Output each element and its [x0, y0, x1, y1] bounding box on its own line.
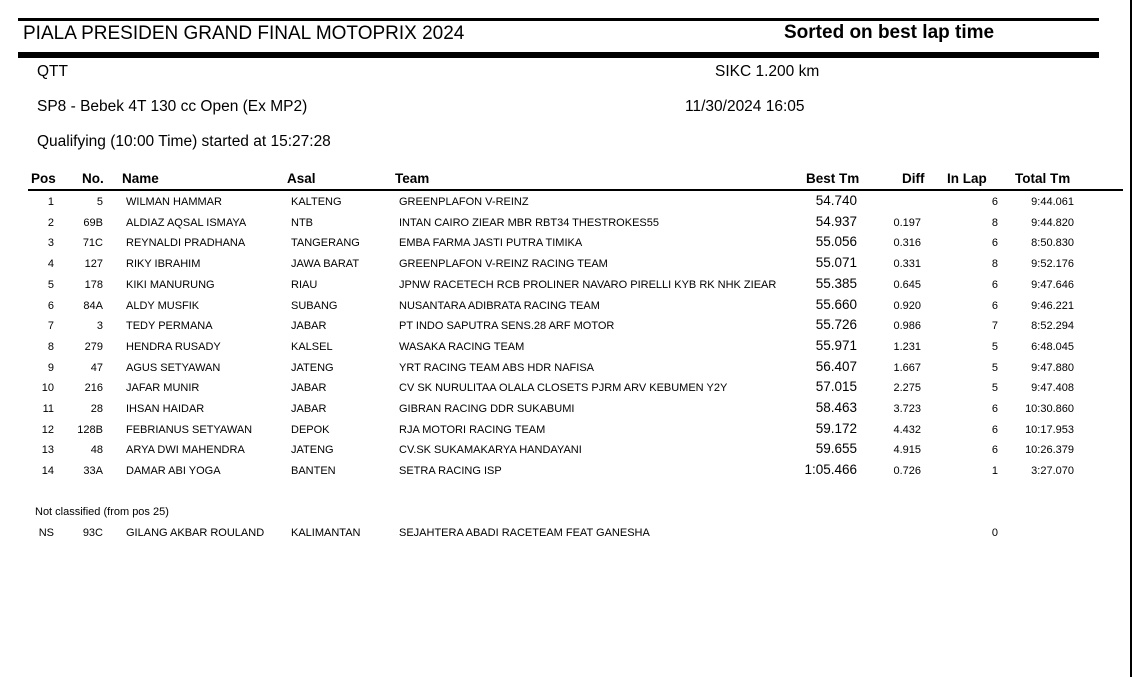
cell-pos: 11: [42, 403, 54, 415]
cell-team: JPNW RACETECH RCB PROLINER NAVARO PIRELLI KYB RK NHK ZIEAR: [399, 278, 777, 291]
cell-name: GILANG AKBAR ROULAND: [126, 527, 265, 539]
cell-team: CV.SK SUKAMAKARYA HANDAYANI: [399, 444, 582, 457]
cell-pos: NS: [38, 527, 54, 539]
cell-in-lap: 6: [991, 278, 998, 291]
cell-pos: 13: [41, 444, 54, 457]
col-header-pos: Pos: [31, 171, 56, 186]
cell-no: 69B: [83, 216, 103, 229]
table-row: [0, 234, 1134, 254]
cell-total: 6:48.045: [1031, 340, 1074, 353]
session-info: Qualifying (10:00 Time) started at 15:27:28: [37, 133, 331, 150]
report-datetime: 11/30/2024 16:05: [685, 98, 805, 115]
cell-total: 8:50.830: [1031, 237, 1074, 250]
col-header-best: Best Tm: [806, 171, 860, 186]
table-row: [0, 379, 1134, 399]
cell-team: GREENPLAFON V-REINZ: [399, 196, 529, 208]
cell-in-lap: 7: [991, 320, 998, 333]
cell-total: 9:44.061: [1031, 196, 1074, 208]
cell-name: TEDY PERMANA: [126, 320, 213, 333]
cell-best: 55.726: [815, 317, 857, 333]
cell-no: 216: [84, 382, 103, 395]
table-row: [0, 524, 1134, 544]
cell-in-lap: 8: [991, 216, 998, 229]
table-row: [0, 462, 1134, 482]
cell-asal: DEPOK: [291, 423, 330, 436]
cell-name: HENDRA RUSADY: [126, 340, 221, 353]
class-name: SP8 - Bebek 4T 130 cc Open (Ex MP2): [37, 98, 308, 115]
cell-no: 47: [90, 361, 103, 374]
cell-no: 28: [90, 403, 103, 415]
cell-total: 8:52.294: [1031, 320, 1074, 333]
table-row: [0, 297, 1134, 317]
cell-diff: 3.723: [893, 403, 921, 415]
cell-no: 84A: [83, 299, 103, 312]
cell-asal: JAWA BARAT: [291, 258, 360, 271]
cell-diff: 1.667: [893, 361, 921, 374]
cell-pos: 7: [47, 320, 54, 333]
cell-asal: JATENG: [291, 444, 334, 457]
cell-team: RJA MOTORI RACING TEAM: [399, 423, 546, 436]
cell-asal: JABAR: [291, 320, 327, 333]
cell-team: EMBA FARMA JASTI PUTRA TIMIKA: [399, 237, 583, 250]
cell-pos: 10: [41, 382, 54, 395]
cell-in-lap: 6: [991, 403, 998, 415]
cell-name: ARYA DWI MAHENDRA: [126, 444, 245, 457]
cell-total: 9:47.408: [1031, 382, 1074, 395]
cell-asal: KALIMANTAN: [291, 527, 361, 539]
cell-asal: JATENG: [291, 361, 334, 374]
table-row: [0, 193, 1134, 213]
cell-best: 55.071: [815, 255, 857, 271]
col-header-inlap: In Lap: [947, 171, 987, 186]
cell-best: 55.660: [815, 296, 857, 312]
cell-team: SEJAHTERA ABADI RACETEAM FEAT GANESHA: [399, 527, 650, 539]
table-row: [0, 441, 1134, 461]
cell-diff: 0.316: [893, 237, 921, 250]
cell-best: 55.971: [815, 337, 857, 353]
cell-total: 9:47.646: [1031, 278, 1074, 291]
cell-diff: 0.920: [893, 299, 921, 312]
cell-asal: SUBANG: [291, 299, 338, 312]
sort-label: Sorted on best lap time: [784, 22, 995, 43]
cell-best: 54.740: [815, 193, 857, 208]
cell-asal: JABAR: [291, 382, 327, 395]
cell-in-lap: 6: [991, 299, 998, 312]
cell-pos: 6: [47, 299, 54, 312]
cell-no: 33A: [83, 465, 103, 478]
cell-in-lap: 5: [991, 340, 998, 353]
col-header-no: No.: [82, 171, 104, 186]
cell-total: 10:30.860: [1025, 403, 1074, 415]
top-rule: [18, 18, 1099, 21]
cell-no: 127: [84, 258, 103, 271]
cell-name: WILMAN HAMMAR: [126, 196, 222, 208]
cell-total: 10:17.953: [1025, 423, 1074, 436]
cell-team: CV SK NURULITAA OLALA CLOSETS PJRM ARV KEBUMEN Y2Y: [399, 382, 728, 395]
cell-name: KIKI MANURUNG: [126, 278, 215, 291]
cell-name: RIKY IBRAHIM: [126, 258, 201, 271]
cell-name: ALDIAZ AQSAL ISMAYA: [126, 216, 247, 229]
cell-diff: 0.197: [893, 216, 921, 229]
circuit-label: SIKC 1.200 km: [715, 63, 820, 80]
cell-pos: 1: [47, 196, 54, 208]
col-header-name: Name: [122, 171, 159, 186]
cell-no: 5: [96, 196, 103, 208]
cell-best: 1:05.466: [804, 462, 857, 478]
cell-total: 9:52.176: [1031, 258, 1074, 271]
cell-no: 178: [84, 278, 103, 291]
cell-name: AGUS SETYAWAN: [126, 361, 221, 374]
cell-diff: 0.645: [893, 278, 921, 291]
cell-best: 58.463: [815, 400, 857, 415]
cell-pos: 5: [47, 278, 54, 291]
cell-asal: BANTEN: [291, 465, 336, 478]
cell-diff: 4.915: [893, 444, 921, 457]
cell-pos: 4: [47, 258, 54, 271]
table-row: [0, 276, 1134, 296]
cell-name: REYNALDI PRADHANA: [126, 237, 246, 250]
col-header-diff: Diff: [902, 171, 925, 186]
cell-best: 54.937: [815, 213, 857, 229]
cell-asal: TANGERANG: [291, 237, 360, 250]
cell-pos: 14: [41, 465, 54, 478]
header-rule: [18, 52, 1099, 58]
cell-no: 93C: [82, 527, 103, 539]
cell-name: DAMAR ABI YOGA: [126, 465, 221, 478]
event-title: PIALA PRESIDEN GRAND FINAL MOTOPRIX 2024: [23, 23, 465, 44]
cell-in-lap: 5: [991, 382, 998, 395]
cell-best: 55.056: [815, 234, 857, 250]
cell-best: 57.015: [815, 379, 857, 395]
cell-total: 10:26.379: [1025, 444, 1074, 457]
table-row: [0, 214, 1134, 234]
cell-total: 3:27.070: [1031, 465, 1074, 478]
cell-name: FEBRIANUS SETYAWAN: [126, 423, 253, 436]
cell-pos: 12: [41, 423, 54, 436]
cell-diff: 2.275: [893, 382, 921, 395]
cell-asal: NTB: [291, 216, 313, 229]
cell-best: 55.385: [815, 275, 857, 291]
cell-in-lap: 6: [991, 237, 998, 250]
col-header-team: Team: [395, 171, 430, 186]
cell-asal: KALSEL: [291, 340, 333, 353]
cell-best: 59.655: [815, 441, 857, 457]
cell-asal: RIAU: [291, 278, 318, 291]
cell-team: YRT RACING TEAM ABS HDR NAFISA: [399, 361, 594, 374]
table-row: [0, 338, 1134, 358]
table-header-rule: [28, 189, 1123, 191]
cell-diff: 4.432: [893, 423, 921, 436]
cell-asal: JABAR: [291, 403, 327, 415]
cell-in-lap: 6: [991, 196, 998, 208]
cell-name: IHSAN HAIDAR: [126, 403, 205, 415]
table-row: [0, 255, 1134, 275]
cell-total: 9:47.880: [1031, 361, 1074, 374]
cell-pos: 2: [47, 216, 54, 229]
cell-team: PT INDO SAPUTRA SENS.28 ARF MOTOR: [399, 320, 615, 333]
table-row: [0, 421, 1134, 441]
cell-in-lap: 5: [991, 361, 998, 374]
cell-diff: 1.231: [893, 340, 921, 353]
cell-total: 9:46.221: [1031, 299, 1074, 312]
cell-no: 71C: [82, 237, 103, 250]
cell-best: 59.172: [815, 420, 857, 436]
table-row: [0, 359, 1134, 379]
cell-in-lap: 0: [991, 527, 998, 539]
cell-total: 9:44.820: [1031, 216, 1074, 229]
cell-team: INTAN CAIRO ZIEAR MBR RBT34 THESTROKES55: [399, 216, 659, 229]
cell-no: 128B: [77, 423, 103, 436]
cell-diff: 0.986: [893, 320, 921, 333]
cell-team: NUSANTARA ADIBRATA RACING TEAM: [399, 299, 600, 312]
cell-pos: 8: [47, 340, 54, 353]
cell-best: 56.407: [815, 358, 857, 374]
cell-no: 48: [90, 444, 103, 457]
col-header-asal: Asal: [287, 171, 316, 186]
cell-team: WASAKA RACING TEAM: [399, 340, 525, 353]
cell-diff: 0.726: [893, 465, 921, 478]
cell-no: 279: [84, 340, 103, 353]
not-classified-label: Not classified (from pos 25): [35, 506, 169, 518]
cell-in-lap: 6: [991, 423, 998, 436]
cell-team: GIBRAN RACING DDR SUKABUMI: [399, 403, 575, 415]
cell-in-lap: 6: [991, 444, 998, 457]
cell-asal: KALTENG: [291, 196, 342, 208]
cell-in-lap: 1: [991, 465, 998, 478]
cell-diff: 0.331: [893, 258, 921, 271]
cell-team: SETRA RACING ISP: [399, 465, 502, 478]
session-code: QTT: [37, 63, 68, 80]
col-header-total: Total Tm: [1015, 171, 1071, 186]
cell-name: JAFAR MUNIR: [126, 382, 200, 395]
cell-team: GREENPLAFON V-REINZ RACING TEAM: [399, 258, 608, 271]
cell-in-lap: 8: [991, 258, 998, 271]
table-row: [0, 400, 1134, 420]
cell-no: 3: [96, 320, 103, 333]
cell-pos: 3: [47, 237, 54, 250]
cell-name: ALDY MUSFIK: [126, 299, 200, 312]
cell-pos: 9: [47, 361, 54, 374]
table-row: [0, 317, 1134, 337]
